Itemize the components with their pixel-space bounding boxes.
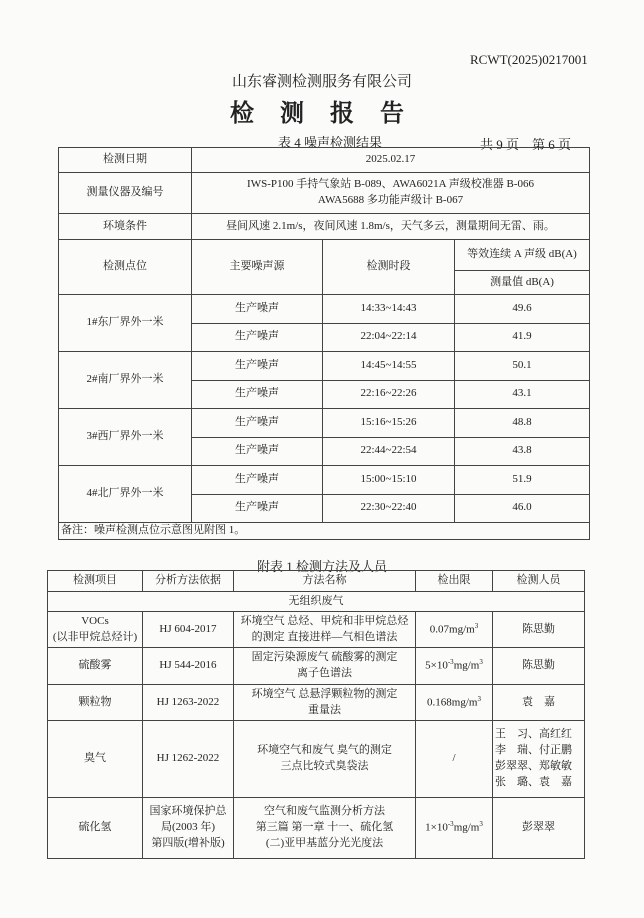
person-cell [493, 648, 585, 685]
point-name: 4#北厂界外一米 [59, 466, 192, 523]
period: 15:16~15:26 [323, 409, 455, 438]
point-name: 3#西厂界外一米 [59, 409, 192, 466]
person-cell [493, 685, 585, 721]
limit-unit: mg/m [453, 659, 480, 672]
period: 22:30~22:40 [323, 494, 455, 523]
noise-table-title: 表 4 噪声检测结果 [277, 135, 382, 150]
table-row [48, 685, 585, 721]
header-leq: 等效连续 A 声级 dB(A) [455, 240, 590, 271]
limit-unit-power: 3 [477, 694, 481, 703]
method-line: 的测定 直接进样—气相色谱法 [251, 630, 398, 643]
basis-line: HJ 1262-2022 [156, 752, 220, 765]
limit-value: 5×10 [425, 659, 448, 672]
env-label: 环境条件 [59, 214, 192, 240]
point-name: 2#南厂界外一米 [59, 352, 192, 409]
item-line: 硫化氢 [78, 821, 112, 834]
limit-unit-power: 3 [479, 658, 483, 667]
header-period: 检测时段 [323, 240, 455, 295]
method-line: 环境空气 总悬浮颗粒物的测定 [251, 687, 398, 700]
table-row [59, 466, 590, 495]
basis-cell [143, 685, 234, 721]
instrument-value [192, 173, 590, 214]
limit-value: / [452, 752, 456, 765]
noise-source: 生产噪声 [192, 323, 323, 352]
method-line: 重量法 [308, 703, 341, 716]
instrument-line: IWS-P100 手持气象站 B-089、AWA6021A 声级校准器 B-066 [247, 178, 534, 191]
report-number: RCWT(2025)0217001 [470, 52, 588, 67]
date-value: 2025.02.17 [192, 148, 590, 173]
period: 22:44~22:54 [323, 437, 455, 466]
method-cell [234, 798, 416, 859]
person-line: 彭翠翠、郑敏敏 [495, 760, 572, 772]
header-source: 主要噪声源 [192, 240, 323, 295]
limit-cell [416, 612, 493, 648]
measured-value: 43.1 [455, 380, 590, 409]
basis-line: 第四版(增补版) [151, 836, 225, 849]
person-line: 王 习、高红红 [495, 728, 572, 741]
table-row [48, 648, 585, 685]
date-label: 检测日期 [59, 148, 192, 173]
item-line: (以非甲烷总烃计) [52, 630, 138, 643]
limit-value: 1×10 [425, 821, 448, 834]
header-basis: 分析方法依据 [143, 571, 234, 592]
section-row: 无组织废气 [48, 592, 585, 612]
measured-value: 49.6 [455, 295, 590, 324]
basis-line: HJ 604-2017 [159, 622, 217, 635]
noise-source: 生产噪声 [192, 295, 323, 324]
method-cell [234, 685, 416, 721]
instrument-label: 测量仪器及编号 [59, 173, 192, 214]
methods-table [47, 570, 585, 859]
basis-line: HJ 544-2016 [159, 659, 217, 672]
period: 22:16~22:26 [323, 380, 455, 409]
limit-value: 0.07mg/m [429, 623, 475, 636]
measured-value: 41.9 [455, 323, 590, 352]
person-line: 袁 嘉 [522, 695, 555, 708]
method-line: 固定污染源废气 硫酸雾的测定 [251, 651, 398, 664]
table-row [48, 721, 585, 798]
header-measured: 测量值 dB(A) [455, 271, 590, 295]
point-name: 1#东厂界外一米 [59, 295, 192, 352]
item-line: 硫酸雾 [78, 659, 112, 672]
method-line: 离子色谱法 [297, 667, 352, 679]
page-info: 共 9 页 第 6 页 [480, 137, 572, 152]
limit-unit: mg/m [453, 821, 480, 834]
method-line: 空气和废气监测分析方法 [264, 805, 385, 818]
limit-unit-power: 3 [479, 820, 483, 829]
env-value: 昼间风速 2.1m/s，夜间风速 1.8m/s，天气多云，测量期间无雷、雨。 [192, 214, 590, 240]
period: 14:45~14:55 [323, 352, 455, 381]
noise-source: 生产噪声 [192, 380, 323, 409]
method-line: 环境空气 总烃、甲烷和非甲烷总烃 [240, 614, 409, 627]
basis-cell [143, 721, 234, 798]
noise-source: 生产噪声 [192, 437, 323, 466]
table-row [48, 612, 585, 648]
item-cell [48, 721, 143, 798]
measured-value: 48.8 [455, 409, 590, 438]
basis-line: HJ 1263-2022 [156, 695, 220, 708]
person-line: 陈思勤 [522, 659, 555, 672]
method-cell [234, 721, 416, 798]
person-cell [493, 798, 585, 859]
item-line: 颗粒物 [78, 695, 112, 708]
noise-results-table [58, 147, 590, 540]
measured-value: 51.9 [455, 466, 590, 495]
method-cell [234, 648, 416, 685]
header-item: 检测项目 [48, 571, 143, 592]
measured-value: 50.1 [455, 352, 590, 381]
noise-source: 生产噪声 [192, 494, 323, 523]
table-row [59, 295, 590, 324]
basis-cell [143, 648, 234, 685]
method-line: 三点比较式臭袋法 [280, 760, 369, 772]
item-line: VOCs [81, 614, 109, 627]
limit-exponent: -3 [447, 658, 454, 667]
method-line: 环境空气和废气 臭气的测定 [257, 744, 392, 757]
person-line: 李 瑞、付正鹏 [495, 744, 572, 757]
period: 15:00~15:10 [323, 466, 455, 495]
basis-line: 局(2003 年) [160, 821, 216, 834]
limit-unit-power: 3 [474, 621, 479, 630]
person-cell [493, 612, 585, 648]
table-row [59, 409, 590, 438]
methods-table-title: 附表 1 检测方法及人员 [256, 559, 387, 574]
measured-value: 46.0 [455, 494, 590, 523]
header-method: 方法名称 [234, 571, 416, 592]
noise-source: 生产噪声 [192, 466, 323, 495]
period: 22:04~22:14 [323, 323, 455, 352]
limit-value: 0.168mg/m [427, 696, 478, 709]
period: 14:33~14:43 [323, 295, 455, 324]
table-row [59, 352, 590, 381]
noise-source: 生产噪声 [192, 352, 323, 381]
item-cell [48, 612, 143, 648]
limit-cell [416, 648, 493, 685]
limit-cell [416, 721, 493, 798]
company-name: 山东睿测检测服务有限公司 [231, 74, 412, 90]
person-line: 陈思勤 [522, 622, 555, 635]
item-cell [48, 798, 143, 859]
basis-cell [143, 612, 234, 648]
limit-cell [416, 798, 493, 859]
person-line: 张 璐、袁 嘉 [495, 775, 572, 788]
header-point: 检测点位 [59, 240, 192, 295]
instrument-line: AWA5688 多功能声级计 B-067 [317, 194, 464, 206]
noise-note: 备注：噪声检测点位示意图见附图 1。 [59, 523, 590, 540]
method-line: (二)亚甲基蓝分光光度法 [265, 836, 384, 849]
limit-cell [416, 685, 493, 721]
method-cell [234, 612, 416, 648]
item-cell [48, 685, 143, 721]
measured-value: 43.8 [455, 437, 590, 466]
basis-cell [143, 798, 234, 859]
document-title: 检 测 报 告 [230, 101, 414, 127]
person-line: 彭翠翠 [522, 821, 555, 834]
item-cell [48, 648, 143, 685]
header-person: 检测人员 [493, 571, 585, 592]
header-limit: 检出限 [416, 571, 493, 592]
person-cell [493, 721, 585, 798]
basis-line: 国家环境保护总 [149, 805, 227, 818]
table-row [48, 798, 585, 859]
limit-exponent: -3 [447, 820, 454, 829]
noise-source: 生产噪声 [192, 409, 323, 438]
item-line: 臭气 [84, 752, 106, 765]
method-line: 第三篇 第一章 十一、硫化氢 [255, 821, 394, 834]
